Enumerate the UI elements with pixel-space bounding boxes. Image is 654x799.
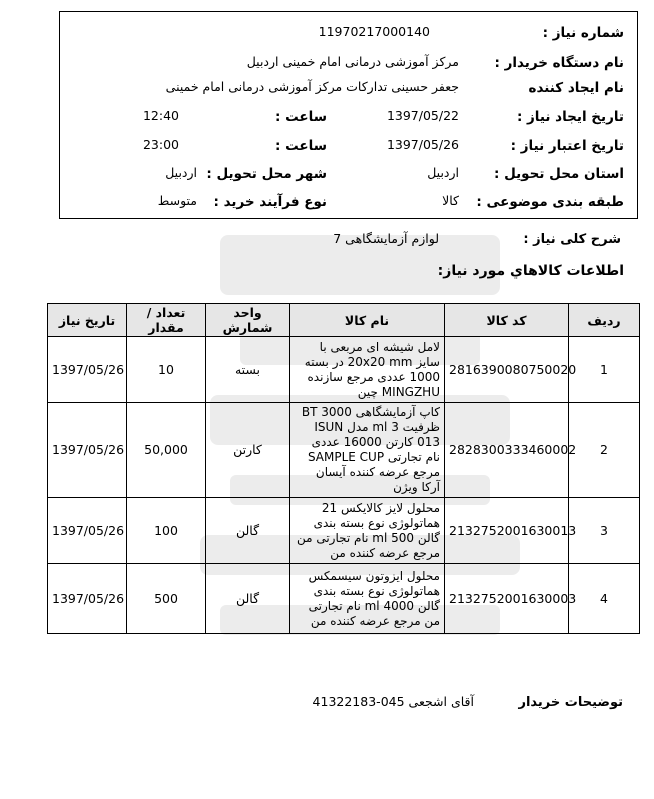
cell-row-number: 2 xyxy=(569,403,640,498)
header-row-number: رديف xyxy=(569,304,640,337)
cell-row-number: 4 xyxy=(569,564,640,634)
created-date-value: 1397/05/22 xyxy=(386,108,459,123)
province-value: اردبیل xyxy=(427,165,459,180)
cell-quantity: 500 xyxy=(127,564,206,634)
cell-row-number: 3 xyxy=(569,498,640,564)
need-number-label: شماره نیاز : xyxy=(542,25,624,41)
cell-item-code: 2828300333460002 xyxy=(445,403,569,498)
process-label: نوع فرآیند خرید : xyxy=(213,194,327,210)
cell-need-date: 1397/05/26 xyxy=(48,403,127,498)
table-header-row xyxy=(48,304,640,337)
created-date-label: تاریخ ایجاد نیاز : xyxy=(516,109,624,125)
buyer-notes-label: توضیحات خریدار xyxy=(518,695,623,710)
table-row xyxy=(48,498,640,564)
valid-time-value: 23:00 xyxy=(142,137,179,152)
cell-item-name: محلول ایزوتون سیسمکس هماتولوژی نوع بسته بندی گالن 4000 ml نام تجارتی من مرجع عرضه کننده من xyxy=(290,564,445,634)
cell-quantity: 10 xyxy=(127,337,206,403)
cell-row-number: 1 xyxy=(569,337,640,403)
table-row xyxy=(48,337,640,403)
valid-time-label: ساعت : xyxy=(275,138,327,154)
valid-date-label: تاریخ اعتبار نیاز : xyxy=(510,138,624,154)
cell-item-code: 2816390080750020 xyxy=(445,337,569,403)
header-unit: واحد شمارش xyxy=(206,304,290,337)
cell-item-code: 2132752001630003 xyxy=(445,564,569,634)
cell-need-date: 1397/05/26 xyxy=(48,498,127,564)
created-time-value: 12:40 xyxy=(142,108,179,123)
category-label: طبقه بندی موضوعی : xyxy=(476,194,624,210)
cell-quantity: 50,000 xyxy=(127,403,206,498)
cell-item-name: کاپ آزمایشگاهی BT 3000 ظرفیت 3 ml مدل ISUN 013 کارتن 16000 عددی نام تجارتی SAMPLE CUP مرجع عرضه کننده آیسان آرکا ویژن xyxy=(290,403,445,498)
buyer-notes-value: آقای اشجعی 045-41322183 xyxy=(312,694,474,709)
process-value: متوسط xyxy=(157,193,197,208)
cell-item-code: 2132752001630013 xyxy=(445,498,569,564)
items-section-title: اطلاعات کالاهاي مورد نياز: xyxy=(437,263,624,279)
table-row xyxy=(48,403,640,498)
creator-value: جعفر حسینی تدارکات مرکز آموزشی درمانی امام خمینی xyxy=(165,79,459,94)
header-quantity: تعداد / مقدار xyxy=(127,304,206,337)
cell-unit: کارتن xyxy=(206,403,290,498)
need-number-value: 11970217000140 xyxy=(318,24,430,39)
cell-item-name: لامل شیشه ای مربعی با سایز 20x20 mm در بسته 1000 عددی مرجع سازنده MINGZHU چین xyxy=(290,337,445,403)
creator-label: نام ایجاد کننده xyxy=(528,80,624,96)
summary-label: شرح کلی نیاز : xyxy=(523,232,621,247)
city-label: شهر محل تحویل : xyxy=(206,166,327,182)
cell-unit: بسته xyxy=(206,337,290,403)
cell-quantity: 100 xyxy=(127,498,206,564)
items-table xyxy=(47,303,640,634)
header-need-date: تاریخ نیاز xyxy=(48,304,127,337)
header-item-name: نام کالا xyxy=(290,304,445,337)
need-info-panel xyxy=(59,11,638,219)
province-label: استان محل تحویل : xyxy=(493,166,624,182)
city-value: اردبیل xyxy=(165,165,197,180)
summary-value: لوازم آزمایشگاهی 7 xyxy=(333,231,439,246)
cell-need-date: 1397/05/26 xyxy=(48,564,127,634)
valid-date-value: 1397/05/26 xyxy=(386,137,459,152)
cell-unit: گالن xyxy=(206,498,290,564)
buyer-org-label: نام دستگاه خریدار : xyxy=(494,55,624,71)
category-value: کالا xyxy=(442,193,459,208)
created-time-label: ساعت : xyxy=(275,109,327,125)
table-row xyxy=(48,564,640,634)
cell-need-date: 1397/05/26 xyxy=(48,337,127,403)
buyer-org-value: مرکز آموزشی درمانی امام خمینی اردبیل xyxy=(246,54,459,69)
header-item-code: کد کالا xyxy=(445,304,569,337)
cell-item-name: محلول لایز کالایکس 21 هماتولوژی نوع بسته بندی گالن 500 ml نام تجارتی من مرجع عرضه کننده من xyxy=(290,498,445,564)
cell-unit: گالن xyxy=(206,564,290,634)
